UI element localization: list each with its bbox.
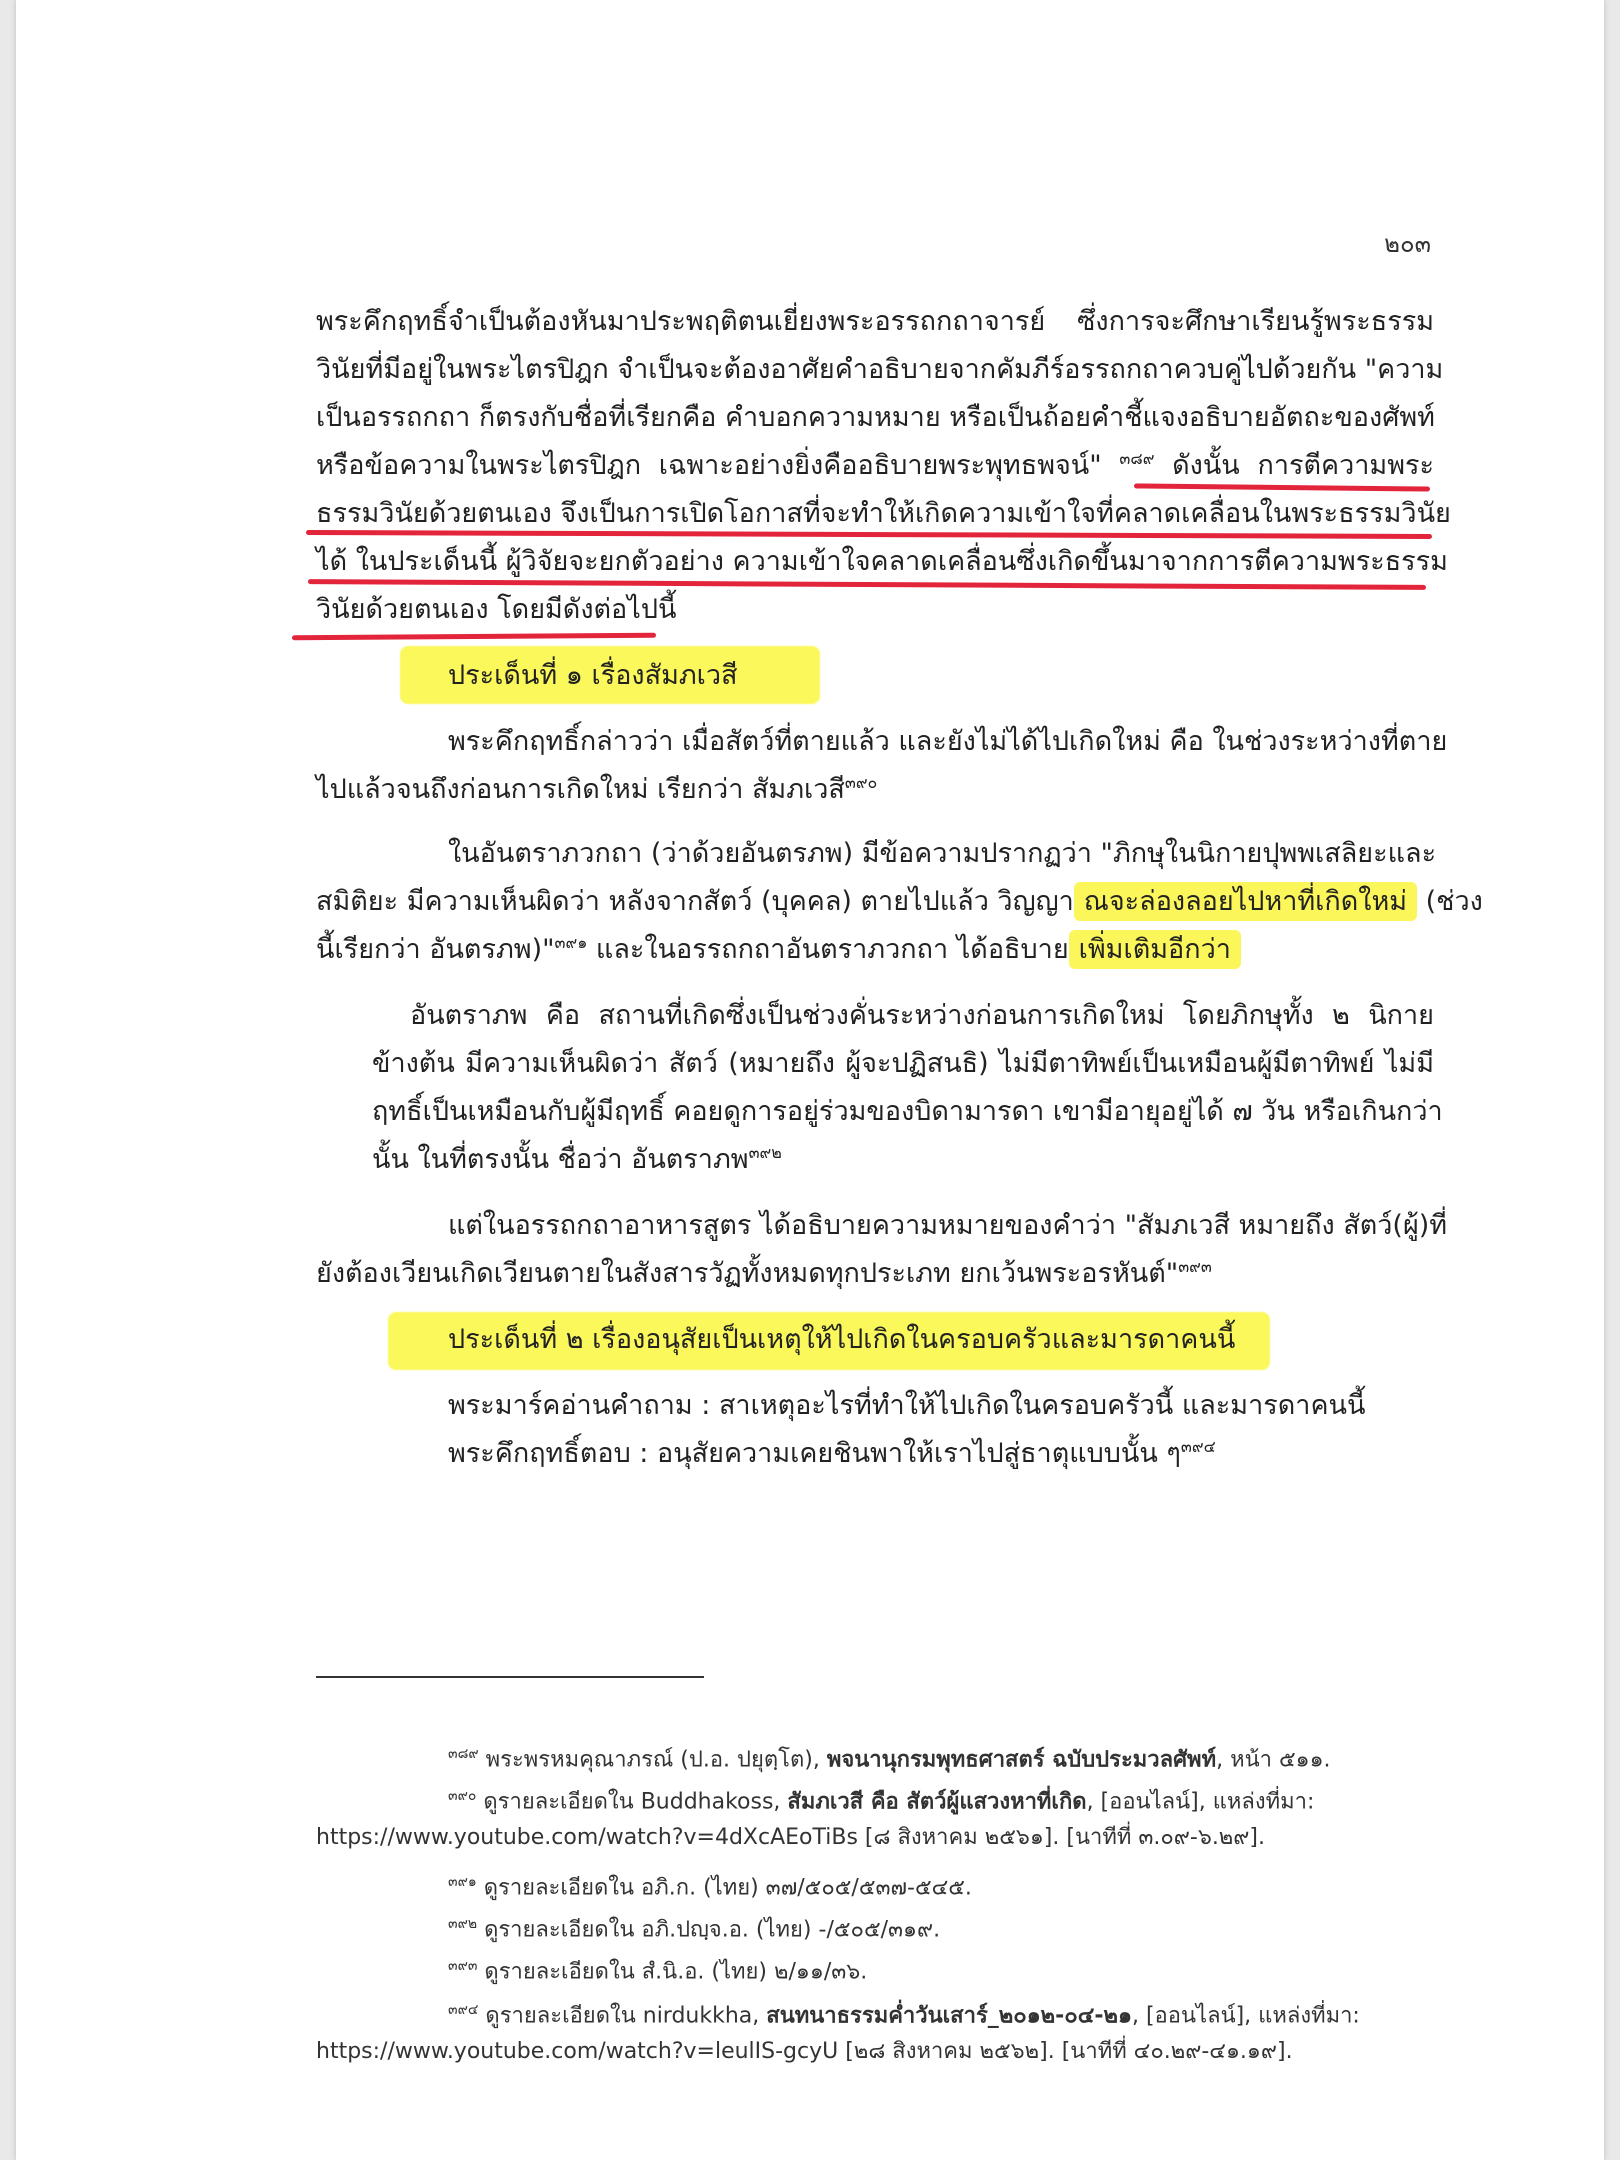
footnote-389-mark: ๓๘๙: [448, 1746, 479, 1762]
yellow-highlight-1: ณจะล่องลอยไปหาที่เกิดใหม่: [1074, 882, 1417, 921]
para2-line-2-text: ไปแล้วจนถึงก่อนการเกิดใหม่ เรียกว่า สัมภเวสี: [316, 774, 845, 805]
yellow-highlight-2: เพิ่มเติมอีกว่า: [1069, 930, 1241, 969]
footnote-394-title: สนทนาธรรมค่ำวันเสาร์_๒๐๑๒-๐๔-๒๑: [766, 2003, 1132, 2029]
footnote-394-pre: ดูรายละเอียดใน nirdukkha,: [485, 2003, 767, 2029]
footnote-ref-389: ๓๘๙: [1119, 449, 1155, 468]
footnote-394-post: , [ออนไลน์], แหล่งที่มา:: [1131, 2003, 1360, 2029]
footnote-394-mark: ๓๙๔: [448, 2002, 479, 2018]
footnote-391: [316, 1862, 1434, 1908]
para3-line-1: ในอันตราภวกถา (ว่าด้วยอันตรภพ) มีข้อความปรากฏว่า "ภิกษุในนิกายปุพพเสลิยะและ: [448, 838, 1437, 869]
footnote-390-mark: ๓๙๐: [448, 1788, 477, 1804]
footnote-390-post: , [ออนไลน์], แหล่งที่มา:: [1086, 1789, 1315, 1815]
page-number: ๒๐๓: [1384, 230, 1431, 258]
para1-line-7: วินัยด้วยตนเอง โดยมีดังต่อไปนี้: [316, 594, 677, 625]
footnote-ref-392: ๓๙๒: [748, 1143, 782, 1162]
para3-line-2: [316, 878, 1483, 926]
footnote-separator: [316, 1676, 704, 1678]
document-page: [16, 0, 1604, 2160]
footnote-394: [316, 1990, 1434, 2036]
footnote-392: [316, 1904, 1434, 1950]
quote-line-3: ฤทธิ์เป็นเหมือนกับผู้มีฤทธิ์ คอยดูการอยู่ร่วมของบิดามารดา เขามีอายุอยู่ได้ ๗ วัน หรือเกินกว่า: [372, 1096, 1443, 1127]
para3-line-2-text: สมิติยะ มีความเห็นผิดว่า หลังจากสัตว์ (บุคคล) ตายไปแล้ว วิญญา: [316, 886, 1074, 917]
para4-line-1: แต่ในอรรถกถาอาหารสูตร ได้อธิบายความหมายของคำว่า "สัมภเวสี หมายถึง สัตว์(ผู้)ที่: [448, 1210, 1448, 1241]
footnote-390-pre: ดูรายละเอียดใน Buddhakoss,: [483, 1789, 788, 1815]
footnote-393-mark: ๓๙๓: [448, 1958, 478, 1974]
footnote-ref-390: ๓๙๐: [844, 773, 878, 792]
quote-block: [372, 992, 1443, 1184]
para3-line-2-tail: (ช่วง: [1417, 886, 1483, 917]
paragraph-3: [316, 830, 1483, 974]
footnote-ref-394: ๓๙๔: [1180, 1437, 1216, 1456]
para1-line-2: วินัยที่มีอยู่ในพระไตรปิฎก จำเป็นจะต้องอาศัยคำอธิบายจากคัมภีร์อรรถกถาควบคู่ไปด้วยกัน "ความ: [316, 354, 1444, 385]
footnote-394-line-2: https://www.youtube.com/watch?v=leulIS-gcyU [๒๘ สิงหาคม ๒๕๖๒]. [นาทีที่ ๔๐.๒๙-๔๑.๑๙].: [316, 2039, 1293, 2064]
para1-line-4-text: หรือข้อความในพระไตรปิฎก เฉพาะอย่างยิ่งคืออธิบายพระพุทธพจน์": [316, 450, 1120, 481]
footnote-390-title: สัมภเวสี คือ สัตว์ผู้แสวงหาที่เกิด: [787, 1789, 1087, 1815]
para1-line-1: พระคึกฤทธิ์จำเป็นต้องหันมาประพฤติตนเยี่ยงพระอรรถกถาจารย์ ซึ่งการจะศึกษาเรียนรู้พระธรรม: [316, 306, 1434, 337]
footnote-392-text: ดูรายละเอียดใน อภิ.ปญฺจ.อ. (ไทย) -/๕๐๕/๓๑๙.: [484, 1917, 941, 1943]
footnote-389: [316, 1734, 1434, 1780]
footnote-ref-393: ๓๙๓: [1178, 1257, 1212, 1276]
footnote-389-post: , หน้า ๕๑๑.: [1216, 1747, 1331, 1773]
para1-line-6: ได้ ในประเด็นนี้ ผู้วิจัยจะยกตัวอย่าง ความเข้าใจคลาดเคลื่อนซึ่งเกิดขึ้นมาจากการตีความพระธรรม: [316, 546, 1448, 577]
quote-line-4-text: นั้น ในที่ตรงนั้น ชื่อว่า อันตราภพ: [372, 1144, 749, 1175]
quote-line-4: [372, 1136, 1434, 1184]
footnote-393: [316, 1946, 1434, 1992]
heading-2-text: ประเด็นที่ ๒ เรื่องอนุสัยเป็นเหตุให้ไปเกิดในครอบครัวและมารดาคนนี้: [448, 1324, 1236, 1355]
para4-line-2-text: ยังต้องเวียนเกิดเวียนตายในสังสารวัฏทั้งหมดทุกประเภท ยกเว้นพระอรหันต์": [316, 1258, 1179, 1289]
paragraph-2: [316, 718, 1448, 814]
para1-line-5: ธรรมวินัยด้วยตนเอง จึงเป็นการเปิดโอกาสที่จะทำให้เกิดความเข้าใจที่คลาดเคลื่อนในพระธรรมวินัย: [316, 498, 1451, 529]
paragraph-4: [316, 1202, 1448, 1298]
para3-line-3-mid: และในอรรถกถาอันตราภวกถา ได้อธิบาย: [587, 934, 1069, 965]
dialog-question: พระมาร์คอ่านคำถาม : สาเหตุอะไรที่ทำให้ไปเกิดในครอบครัวนี้ และมารดาคนนี้: [448, 1390, 1366, 1421]
para3-line-3: [316, 926, 1434, 974]
para1-line-4: [316, 442, 1434, 490]
para1-line-3: เป็นอรรถกถา ก็ตรงกับชื่อที่เรียกคือ คำบอกความหมาย หรือเป็นถ้อยคำชี้แจงอธิบายอัตถะของศัพท์: [316, 402, 1435, 433]
footnote-391-text: ดูรายละเอียดใน อภิ.ก. (ไทย) ๓๗/๕๐๕/๕๓๗-๕๔๕.: [483, 1875, 972, 1901]
footnote-ref-391: ๓๙๑: [554, 933, 588, 952]
quote-line-2: ข้างต้น มีความเห็นผิดว่า สัตว์ (หมายถึง ผู้จะปฏิสนธิ) ไม่มีตาทิพย์เป็นเหมือนผู้มีตาทิพย์ ไม่มี: [372, 1048, 1434, 1079]
para2-line-1: พระคึกฤทธิ์กล่าวว่า เมื่อสัตว์ที่ตายแล้ว และยังไม่ได้ไปเกิดใหม่ คือ ในช่วงระหว่างที่ตาย: [448, 726, 1448, 757]
footnote-392-mark: ๓๙๒: [448, 1916, 478, 1932]
para2-line-2: [316, 766, 1434, 814]
footnote-389-pre: พระพรหมคุณาภรณ์ (ป.อ. ปยุตฺโต),: [485, 1747, 827, 1773]
para4-line-2: [316, 1250, 1434, 1298]
para1-line-4-tail: ดังนั้น การตีความพระ: [1154, 450, 1434, 481]
footnote-393-text: ดูรายละเอียดใน สํ.นิ.อ. (ไทย) ๒/๑๑/๓๖.: [484, 1959, 868, 1985]
footnote-390: [316, 1776, 1434, 1822]
para3-line-3-text: นี้เรียกว่า อันตรภพ)": [316, 934, 555, 965]
footnote-389-title: พจนานุกรมพุทธศาสตร์ ฉบับประมวลศัพท์: [826, 1747, 1217, 1773]
dialog-block: [448, 1382, 1434, 1478]
dialog-answer: [448, 1430, 1434, 1478]
quote-line-1: อันตราภพ คือ สถานที่เกิดซึ่งเป็นช่วงคั่นระหว่างก่อนการเกิดใหม่ โดยภิกษุทั้ง ๒ นิกาย: [410, 1000, 1434, 1031]
footnote-391-mark: ๓๙๑: [448, 1874, 477, 1890]
footnote-390-line-2: https://www.youtube.com/watch?v=4dXcAEoTiBs [๘ สิงหาคม ๒๕๖๑]. [นาทีที่ ๓.๐๙-๖.๒๙].: [316, 1825, 1265, 1850]
dialog-answer-text: พระคึกฤทธิ์ตอบ : อนุสัยความเคยชินพาให้เราไปสู่ธาตุแบบนั้น ๆ: [448, 1438, 1181, 1469]
heading-1-text: ประเด็นที่ ๑ เรื่องสัมภเวสี: [448, 660, 738, 691]
